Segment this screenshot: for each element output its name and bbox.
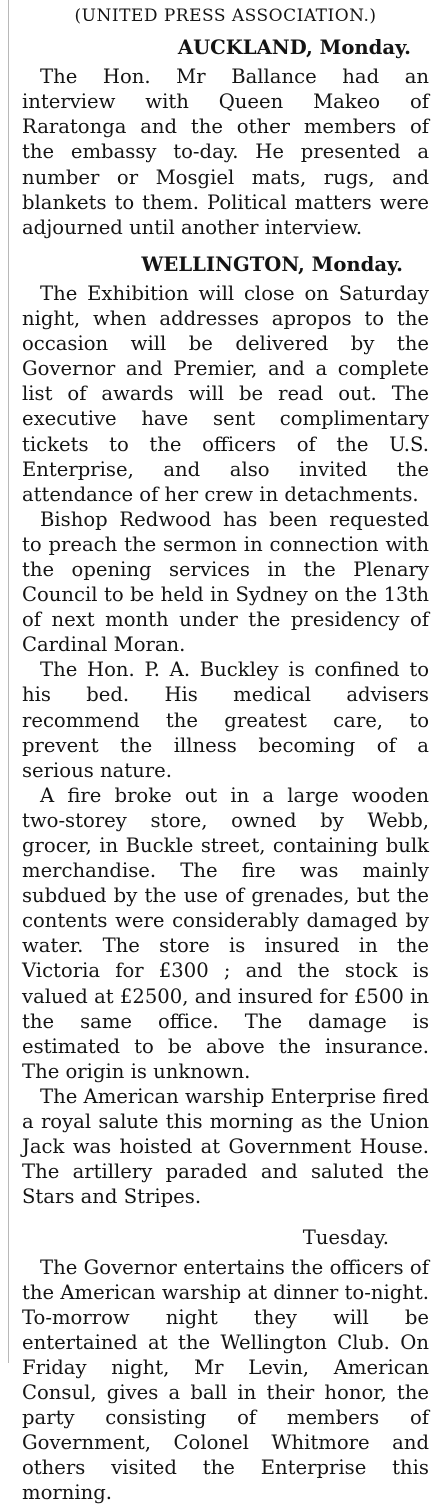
paragraph-buckley: The Hon. P. A. Buckley is confined to his bed. His medical advisers recommend the greatest care, to prevent the illness becoming of a serious nature. <box>22 657 429 782</box>
paragraph-governor-entertains: The Governor entertains the officers of the American warship at dinner to-night. To-morrow night they will be entertained at the Wellington Club. On Friday night, Mr Levin, American Consul, gives a ball in their honor, the party consisting of members of Government, Colonel Whitmore and others visited the Enterprise this morning. <box>22 1255 429 1505</box>
agency-header: (UNITED PRESS ASSOCIATION.) <box>22 4 429 29</box>
paragraph-auckland-ballance: The Hon. Mr Ballance had an interview with Queen Makeo of Raratonga and the other members of the embassy to-day. He presented a number or Mosgiel mats, rugs, and blankets to them. Political matters were adjourned until another interview. <box>22 64 429 240</box>
dateline-tuesday: Tuesday. <box>22 1225 429 1250</box>
paragraph-fire: A fire broke out in a large wooden two-storey store, owned by Webb, grocer, in Buckle street, containing bulk merchandise. The fire was mainly subdued by the use of grenades, but the contents were considerably damaged by water. The store is insured in the Victoria for £300 ; and the stock is valued at £2500, and insured for £500 in the same office. The damage is estimated to be above the insurance. The origin is unknown. <box>22 783 429 1084</box>
paragraph-enterprise-salute: The American warship Enterprise fired a royal salute this morning as the Union Jack was hoisted at Government House. The artillery paraded and saluted the Stars and Stripes. <box>22 1084 429 1209</box>
paragraph-bishop-redwood: Bishop Redwood has been requested to preach the sermon in connection with the opening services in the Plenary Council to be held in Sydney on the 13th of next month under the presidency of Cardinal Moran. <box>22 507 429 658</box>
paragraph-exhibition: The Exhibition will close on Saturday night, when addresses apropos to the occasion will be delivered by the Governor and Premier, and a complete list of awards will be read out. The executive have sent complimentary tickets to the officers of the U.S. Enterprise, and also invited the attendance of her crew in detachments. <box>22 281 429 507</box>
dateline-auckland: AUCKLAND, Monday. <box>22 35 429 60</box>
dateline-wellington: WELLINGTON, Monday. <box>22 252 429 277</box>
